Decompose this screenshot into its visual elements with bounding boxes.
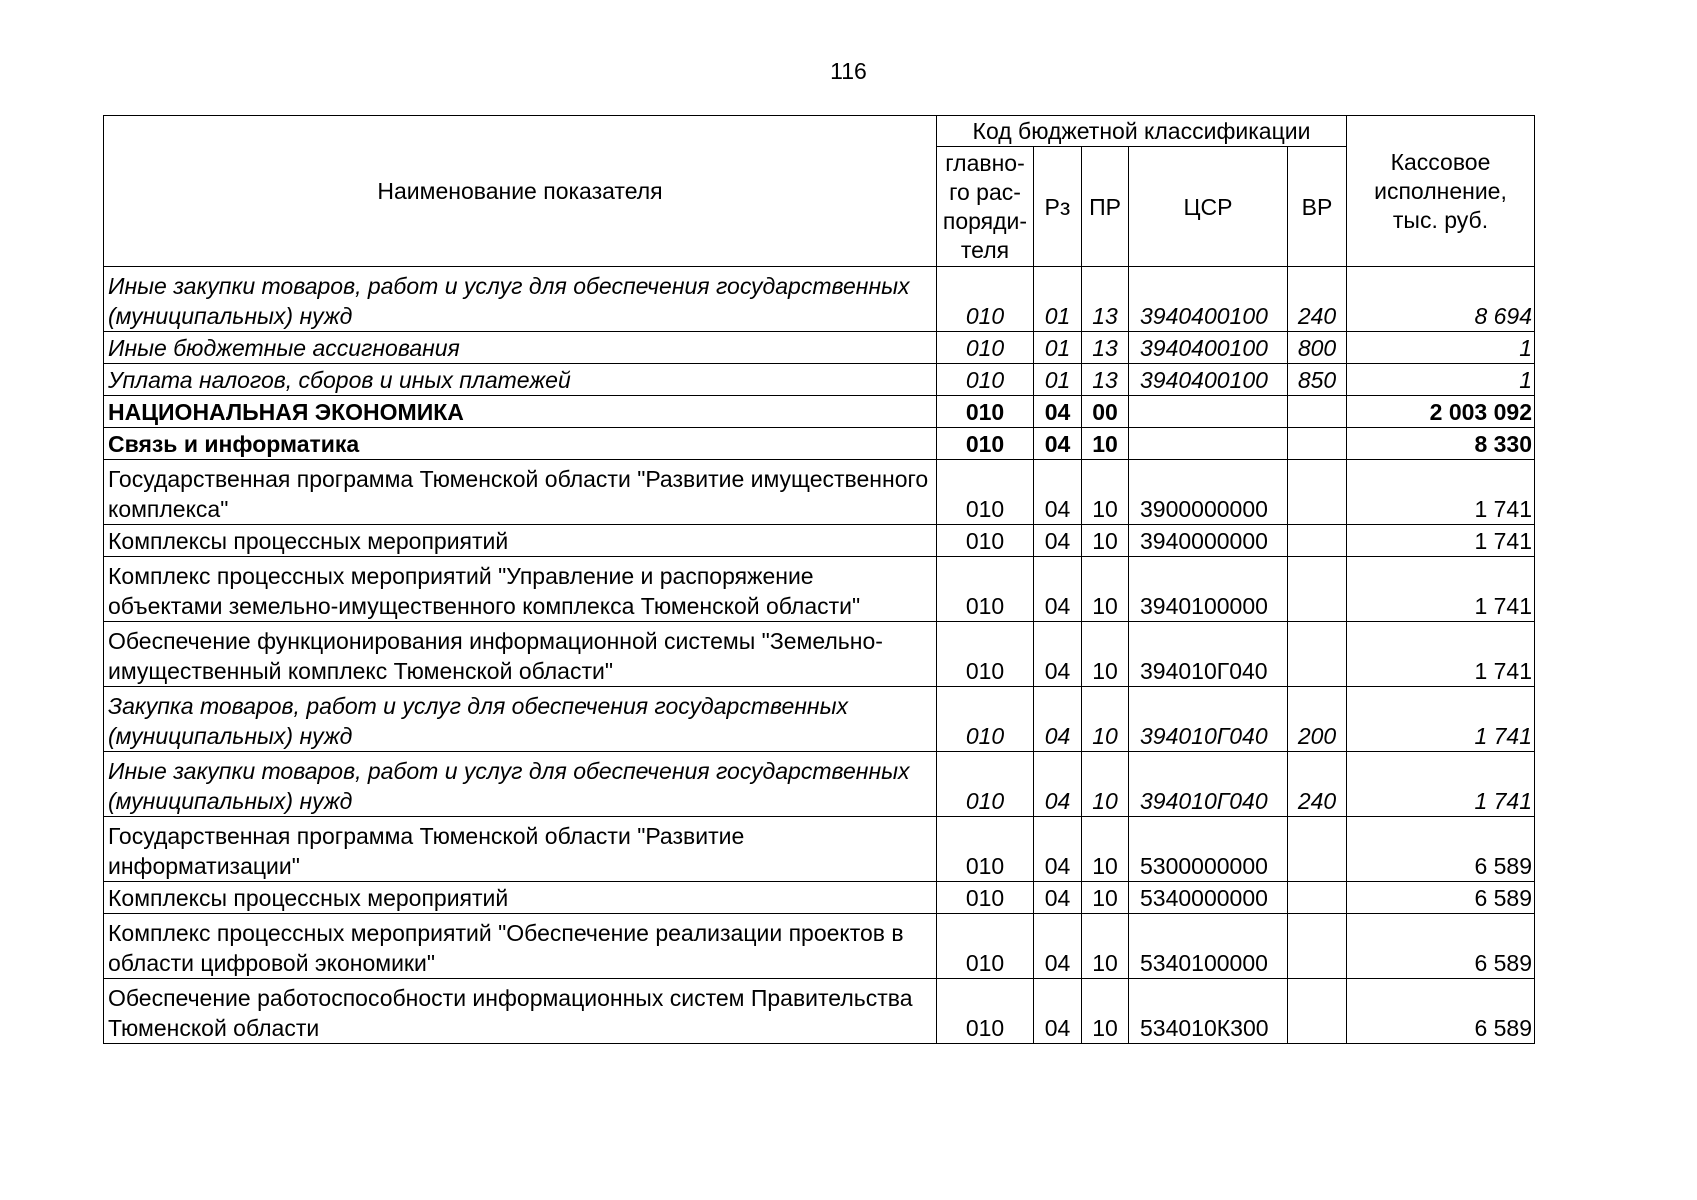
cell-name: Комплексы процессных мероприятий — [104, 525, 937, 557]
cell-name: Комплексы процессных мероприятий — [104, 882, 937, 914]
header-code-group: Код бюджетной классификации — [937, 116, 1347, 147]
table-row — [104, 267, 1535, 332]
cell-rz: 01 — [1034, 332, 1082, 364]
cell-csr: 3940100000 — [1129, 557, 1288, 622]
table-header — [104, 116, 1535, 267]
cell-csr: 394010Г040 — [1129, 687, 1288, 752]
cell-pr: 10 — [1082, 914, 1129, 979]
cell-csr: 3900000000 — [1129, 460, 1288, 525]
cell-name: Обеспечение функционирования информационной системы "Земельно-имущественный комплекс Тюменской области" — [104, 622, 937, 687]
table-row — [104, 428, 1535, 460]
cell-pr: 10 — [1082, 557, 1129, 622]
cell-vr — [1288, 525, 1347, 557]
header-vr: ВР — [1288, 147, 1347, 267]
cell-vr — [1288, 914, 1347, 979]
cell-name: Закупка товаров, работ и услуг для обеспечения государственных (муниципальных) нужд — [104, 687, 937, 752]
table-row — [104, 622, 1535, 687]
header-csr: ЦСР — [1129, 147, 1288, 267]
cell-csr: 3940400100 — [1129, 332, 1288, 364]
cell-name: Государственная программа Тюменской области "Развитие информатизации" — [104, 817, 937, 882]
table-row — [104, 817, 1535, 882]
header-rz: Рз — [1034, 147, 1082, 267]
table-row — [104, 557, 1535, 622]
cell-rz: 04 — [1034, 914, 1082, 979]
cell-main-manager: 010 — [937, 525, 1034, 557]
cell-rz: 04 — [1034, 622, 1082, 687]
cell-csr: 534010К300 — [1129, 979, 1288, 1044]
cell-amount: 1 741 — [1347, 752, 1535, 817]
cell-rz: 04 — [1034, 557, 1082, 622]
cell-main-manager: 010 — [937, 914, 1034, 979]
cell-pr: 13 — [1082, 267, 1129, 332]
cell-vr: 240 — [1288, 267, 1347, 332]
cell-rz: 04 — [1034, 979, 1082, 1044]
cell-name: Иные закупки товаров, работ и услуг для обеспечения государственных (муниципальных) нужд — [104, 752, 937, 817]
table-row — [104, 364, 1535, 396]
cell-amount: 1 — [1347, 364, 1535, 396]
cell-pr: 13 — [1082, 364, 1129, 396]
cell-amount: 1 741 — [1347, 687, 1535, 752]
header-pr: ПР — [1082, 147, 1129, 267]
cell-amount: 2 003 092 — [1347, 396, 1535, 428]
cell-pr: 00 — [1082, 396, 1129, 428]
cell-rz: 04 — [1034, 396, 1082, 428]
cell-rz: 04 — [1034, 525, 1082, 557]
cell-amount: 6 589 — [1347, 914, 1535, 979]
cell-csr: 5300000000 — [1129, 817, 1288, 882]
cell-vr — [1288, 396, 1347, 428]
cell-amount: 1 — [1347, 332, 1535, 364]
table-row — [104, 687, 1535, 752]
cell-rz: 04 — [1034, 817, 1082, 882]
cell-rz: 04 — [1034, 460, 1082, 525]
header-name: Наименование показателя — [104, 116, 937, 267]
cell-main-manager: 010 — [937, 979, 1034, 1044]
header-main-manager: главно-го рас-поряди-теля — [937, 147, 1034, 267]
cell-name: Обеспечение работоспособности информационных систем Правительства Тюменской области — [104, 979, 937, 1044]
cell-main-manager: 010 — [937, 687, 1034, 752]
cell-amount: 8 694 — [1347, 267, 1535, 332]
cell-csr: 3940400100 — [1129, 364, 1288, 396]
table-row — [104, 460, 1535, 525]
table-row — [104, 752, 1535, 817]
header-amount: Кассовое исполнение, тыс. руб. — [1347, 116, 1535, 267]
cell-csr — [1129, 396, 1288, 428]
cell-amount: 8 330 — [1347, 428, 1535, 460]
cell-amount: 1 741 — [1347, 622, 1535, 687]
cell-main-manager: 010 — [937, 396, 1034, 428]
cell-csr: 394010Г040 — [1129, 752, 1288, 817]
cell-name: Иные закупки товаров, работ и услуг для обеспечения государственных (муниципальных) нужд — [104, 267, 937, 332]
cell-name: Связь и информатика — [104, 428, 937, 460]
cell-amount: 6 589 — [1347, 979, 1535, 1044]
cell-amount: 1 741 — [1347, 525, 1535, 557]
cell-amount: 6 589 — [1347, 817, 1535, 882]
cell-vr — [1288, 622, 1347, 687]
cell-vr — [1288, 882, 1347, 914]
cell-main-manager: 010 — [937, 332, 1034, 364]
cell-rz: 04 — [1034, 882, 1082, 914]
table-row — [104, 332, 1535, 364]
cell-csr: 5340000000 — [1129, 882, 1288, 914]
page-number: 116 — [830, 58, 867, 84]
cell-name: НАЦИОНАЛЬНАЯ ЭКОНОМИКА — [104, 396, 937, 428]
cell-main-manager: 010 — [937, 557, 1034, 622]
cell-pr: 10 — [1082, 622, 1129, 687]
cell-pr: 13 — [1082, 332, 1129, 364]
cell-pr: 10 — [1082, 687, 1129, 752]
cell-rz: 01 — [1034, 267, 1082, 332]
table-row — [104, 396, 1535, 428]
cell-name: Государственная программа Тюменской области "Развитие имущественного комплекса" — [104, 460, 937, 525]
cell-csr: 394010Г040 — [1129, 622, 1288, 687]
cell-main-manager: 010 — [937, 882, 1034, 914]
cell-rz: 04 — [1034, 752, 1082, 817]
table-body — [104, 267, 1535, 1044]
cell-vr — [1288, 817, 1347, 882]
cell-amount: 1 741 — [1347, 557, 1535, 622]
cell-vr — [1288, 460, 1347, 525]
cell-rz: 04 — [1034, 687, 1082, 752]
cell-main-manager: 010 — [937, 364, 1034, 396]
cell-rz: 04 — [1034, 428, 1082, 460]
cell-amount: 1 741 — [1347, 460, 1535, 525]
table-row — [104, 979, 1535, 1044]
cell-main-manager: 010 — [937, 428, 1034, 460]
cell-pr: 10 — [1082, 817, 1129, 882]
cell-vr — [1288, 428, 1347, 460]
cell-main-manager: 010 — [937, 752, 1034, 817]
table-row — [104, 882, 1535, 914]
cell-name: Иные бюджетные ассигнования — [104, 332, 937, 364]
cell-pr: 10 — [1082, 979, 1129, 1044]
cell-csr: 3940000000 — [1129, 525, 1288, 557]
cell-amount: 6 589 — [1347, 882, 1535, 914]
cell-csr: 3940400100 — [1129, 267, 1288, 332]
cell-pr: 10 — [1082, 428, 1129, 460]
cell-pr: 10 — [1082, 525, 1129, 557]
table-row — [104, 914, 1535, 979]
cell-name: Комплекс процессных мероприятий "Управление и распоряжение объектами земельно-имущественного комплекса Тюменской области" — [104, 557, 937, 622]
cell-pr: 10 — [1082, 882, 1129, 914]
budget-table — [103, 115, 1535, 1044]
cell-rz: 01 — [1034, 364, 1082, 396]
cell-vr: 240 — [1288, 752, 1347, 817]
cell-vr: 800 — [1288, 332, 1347, 364]
cell-name: Уплата налогов, сборов и иных платежей — [104, 364, 937, 396]
cell-main-manager: 010 — [937, 817, 1034, 882]
table-row — [104, 525, 1535, 557]
cell-csr — [1129, 428, 1288, 460]
cell-name: Комплекс процессных мероприятий "Обеспечение реализации проектов в области цифровой экономики" — [104, 914, 937, 979]
cell-main-manager: 010 — [937, 622, 1034, 687]
cell-pr: 10 — [1082, 460, 1129, 525]
cell-vr: 200 — [1288, 687, 1347, 752]
cell-main-manager: 010 — [937, 267, 1034, 332]
cell-csr: 5340100000 — [1129, 914, 1288, 979]
cell-vr — [1288, 557, 1347, 622]
cell-vr: 850 — [1288, 364, 1347, 396]
cell-main-manager: 010 — [937, 460, 1034, 525]
cell-vr — [1288, 979, 1347, 1044]
cell-pr: 10 — [1082, 752, 1129, 817]
